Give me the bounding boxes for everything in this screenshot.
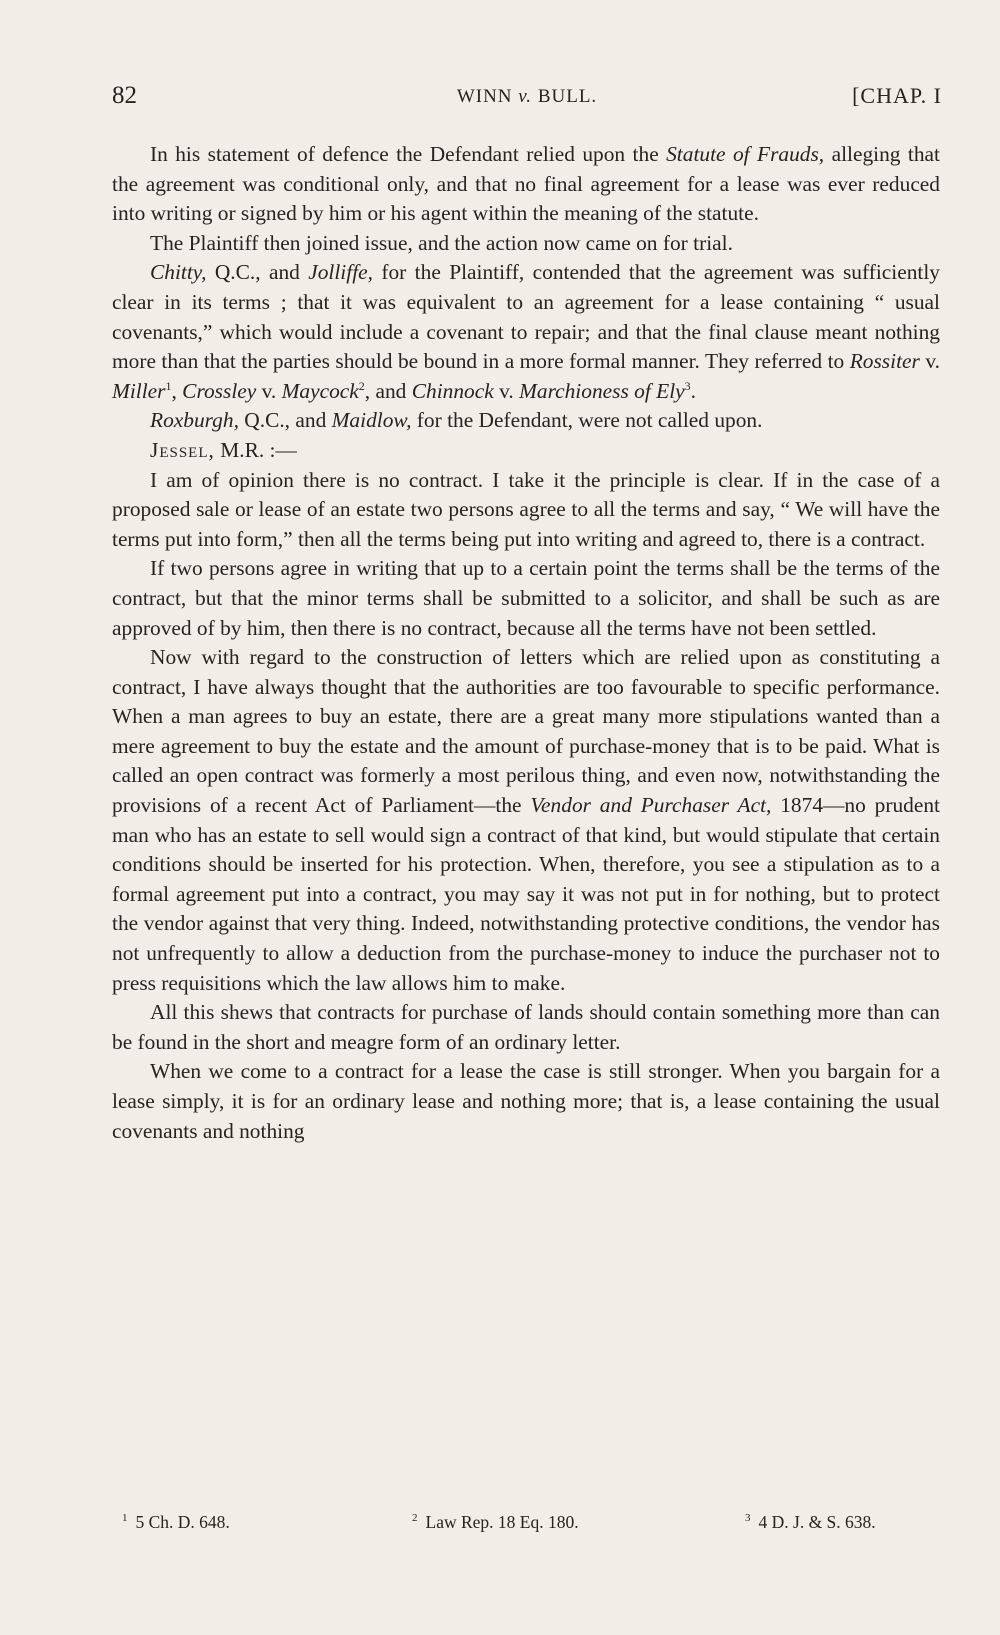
paragraph-construction-of-letters: Now with regard to the construction of letters which are relied upon as constituting a contract, I have always thought that the authorities are too favourable to specific performance. When a man agrees to buy an estate, there are a great many more stipulations wanted than a mere agreement to buy the estate and the amount of purchase-money that is to be paid. What is called an open contract was formerly a most perilous thing, and even now, notwithstanding the provisions of a recent Act of Parliament—the Vendor and Purchaser Act, 1874—no prudent man who has an estate to sell would sign a contract of that kind, but would stipulate that certain conditions should be inserted for his protection. When, therefore, you see a stipulation as to a formal agreement put into a contract, you may say it was not put in for nothing, but to protect the vendor against that very thing. Indeed, notwithstanding protective conditions, the vendor has not unfrequently to allow a deduction from the purchase-money to induce the purchaser not to press requisitions which the law allows him to make. <box>112 645 940 995</box>
paragraph-all-this-shews: All this shews that contracts for purchase of lands should contain something more than can be found in the short and meagre form of an ordinary letter. <box>112 1000 940 1054</box>
running-title: WINN v. BULL. <box>456 86 598 107</box>
paragraph-defendant-counsel: Roxburgh, Q.C., and Maidlow, for the Defendant, were not called upon. <box>150 408 763 433</box>
paragraph-plaintiff-counsel: Chitty, Q.C., and Jolliffe, for the Plaintiff, contended that the agreement was sufficiently clear in its terms ; that it was equivalent to an agreement for a lease containing “ usual covenants,” which would include a covenant to repair; and that the final clause meant nothing more than that the parties should be bound in a more formal manner. They referred to Rossiter v. Miller$^1$, Crossley v. Maycock$^2$, and Chinnock v. Marchioness of Ely$^3$. <box>112 260 941 403</box>
footnote-ref-3: 3 <box>684 378 691 393</box>
footnotes <box>122 1512 922 1542</box>
paragraph-statement-of-defence: In his statement of defence the Defendant relied upon the Statute of Frauds, alleging that the agreement was conditional only, and that no final agreement for a lease was ever reduced into writing or signed by him or his agent within the meaning of the statute. <box>112 142 940 226</box>
paragraph-two-persons: If two persons agree in writing that up to a certain point the terms shall be the terms of the contract, but that the minor terms shall be submitted to a solicitor, and shall be such as are approved of by him, then there is no contract, because all the terms have not been settled. <box>112 556 940 640</box>
footnote-ref-1: 1 <box>165 378 172 393</box>
footnote-3: $^3$ 4 D. J. & S. 638. <box>745 1512 876 1532</box>
chapter-label: [CHAP. I <box>852 83 942 108</box>
footnote-1: $^1$ 5 Ch. D. 648. <box>122 1512 230 1532</box>
judge-heading: Jessel, M.R. :— <box>150 437 297 462</box>
paragraph-contract-for-lease: When we come to a contract for a lease the case is still stronger. When you bargain for a lease simply, it is for an ordinary lease and nothing more; that is, a lease containing the usual covenants and nothing <box>112 1059 940 1143</box>
page-header <box>112 82 942 116</box>
page-number: 82 <box>112 82 137 109</box>
body-text <box>112 140 940 1146</box>
footnote-ref-2: 2 <box>358 378 365 393</box>
paragraph-joined-issue: The Plaintiff then joined issue, and the action now came on for trial. <box>150 230 733 255</box>
footnote-2: $^2$ Law Rep. 18 Eq. 180. <box>412 1512 579 1532</box>
paragraph-opinion: I am of opinion there is no contract. I take it the principle is clear. If in the case of a proposed sale or lease of an estate two persons agree to all the terms and say, “ We will have the terms put into form,” then all the terms being put into writing and agreed to, there is a contract. <box>112 467 940 551</box>
